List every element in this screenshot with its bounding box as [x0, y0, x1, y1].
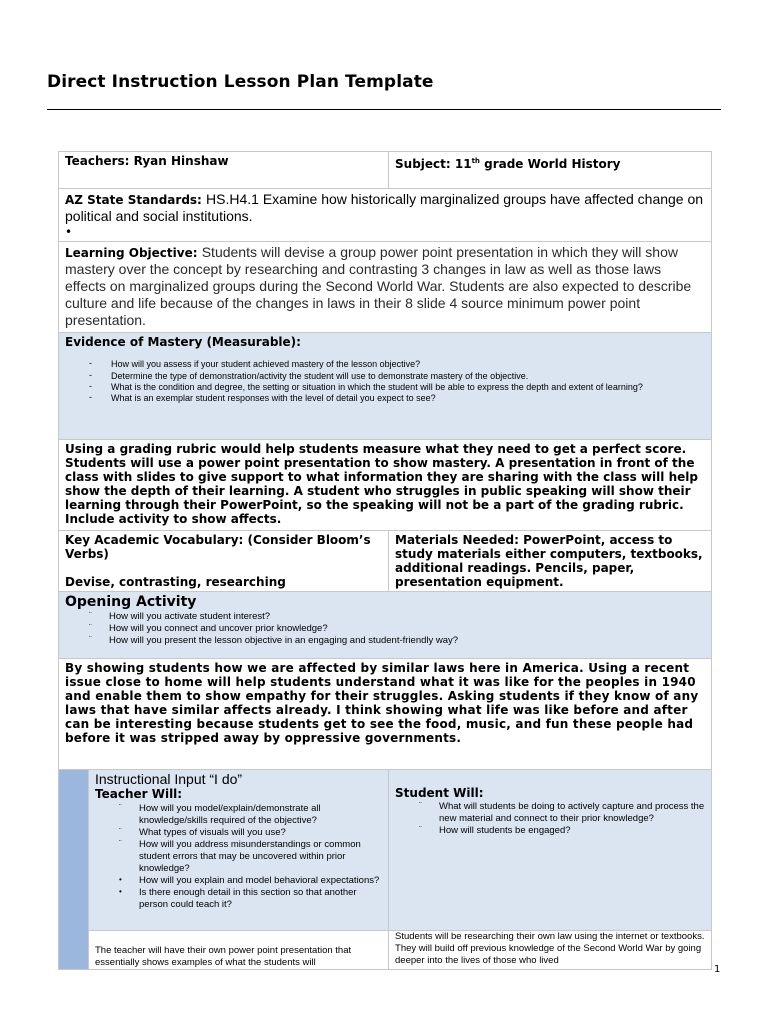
objective-row: [59, 242, 712, 333]
instructional-row: [59, 770, 712, 931]
evidence-questions: [65, 359, 705, 404]
teachers-cell: Teachers: Ryan Hinshaw: [59, 152, 389, 189]
vocabulary-words: Devise, contrasting, researching: [65, 575, 286, 589]
teacher-question: • Is there enough detail in this section so that another person could teach it?: [119, 887, 357, 910]
materials-cell: Materials Needed: PowerPoint, access to study materials either computers, textbooks, additional readings. Pencils, paper, presentation equipment.: [389, 531, 712, 592]
standards-bullet: •: [65, 225, 73, 239]
teacher-will-label: Teacher Will:: [95, 787, 183, 801]
lesson-plan-table: [58, 151, 712, 970]
evidence-question: - What is an exemplar student responses with the level of detail you expect to see?: [89, 392, 436, 403]
evidence-row: [59, 333, 712, 440]
evidence-question: - What is the condition and degree, the setting or situation in which the student will be able to express the depth and extent of learning?: [89, 381, 643, 392]
title-divider: [47, 109, 721, 110]
teacher-question: ¨ What types of visuals will you use?: [119, 827, 286, 838]
evidence-answer-row: [59, 440, 712, 531]
objective-text: Students will devise a group power point presentation in which they will show mastery over the concept by researching and contrasting 3 changes in law as well as those laws effects on marginalized groups during the Second World War. Students are also expected to describe culture and life because of the changes in laws in their 8 slide 4 source minimum power point presentation.: [65, 244, 692, 328]
student-question: ¨ What will students be doing to actively capture and process the new material and connect to their prior knowledge?: [419, 801, 705, 824]
instructional-side-bar: [59, 770, 89, 970]
evidence-cell: [59, 333, 712, 440]
objective-cell: [59, 242, 712, 333]
teacher-subject-row: [59, 152, 712, 189]
teacher-question: ¨ How will you model/explain/demonstrate all knowledge/skills required of the objective?: [119, 803, 321, 826]
opening-question: ¨ How will you connect and uncover prior knowledge?: [89, 623, 328, 634]
instructional-answer-row: [59, 931, 712, 970]
standards-cell: [59, 189, 712, 242]
opening-questions: [65, 611, 705, 647]
teacher-question: • How will you explain and model behavioral expectations?: [119, 875, 380, 886]
standards-text: HS.H4.1 Examine how historically marginalized groups have affected change on political and social institutions.: [65, 191, 704, 224]
evidence-question: - How will you assess if your student achieved mastery of the lesson objective?: [89, 358, 421, 369]
opening-heading: Opening Activity: [65, 594, 197, 610]
opening-cell: [59, 592, 712, 659]
standards-row: [59, 189, 712, 242]
opening-question: ¨ How will you activate student interest?: [89, 611, 271, 622]
vocab-materials-row: [59, 531, 712, 592]
teacher-answer-cell: [89, 931, 389, 970]
student-answer-cell: [389, 931, 712, 970]
document-title: Direct Instruction Lesson Plan Template: [47, 72, 434, 92]
vocabulary-cell: [59, 531, 389, 592]
student-question: ¨ How will students be engaged?: [419, 825, 571, 836]
student-will-label: Student Will:: [395, 786, 484, 800]
opening-answer: By showing students how we are affected by similar laws here in America. Using a recent issue close to home will help students understand what it was like for the peoples in 1940 and enable them to show empathy for their struggles. Asking students if they know of any laws that have similar affects already. I think showing what life was like before and after can be interesting because students get to see the food, music, and fun these people had before it was stripped away by oppressive governments.: [59, 659, 712, 770]
subject-cell: Subject: 11th grade World History: [389, 152, 712, 189]
vocabulary-heading: Key Academic Vocabulary: (Consider Bloom’s Verbs): [65, 533, 371, 561]
evidence-question: - Determine the type of demonstration/activity the student will use to demonstrate mastery of the objective.: [89, 370, 529, 381]
page-number: 1: [714, 964, 721, 975]
teacher-will-cell: [89, 770, 389, 931]
teacher-questions: [95, 803, 382, 911]
evidence-heading: Evidence of Mastery (Measurable):: [65, 335, 301, 349]
instructional-heading: Instructional Input “I do”: [95, 771, 243, 787]
teacher-question: ¨ How will you address misunderstandings or common student errors that may be uncovered within prior knowledge?: [119, 839, 361, 874]
teacher-answer: The teacher will have their own power point presentation that essentially shows examples of what the students will: [95, 945, 352, 968]
opening-row: [59, 592, 712, 659]
evidence-answer: Using a grading rubric would help students measure what they need to get a perfect score. Students will use a power point presentation to show mastery. A presentation in front of the class with slides to give support to what information they are sharing with the class will help show the depth of their learning. A student who struggles in public speaking will show their learning through their PowerPoint, so the speaking will not be a part of the grading rubric. Include activity to show affects.: [59, 440, 712, 531]
opening-answer-row: [59, 659, 712, 770]
standards-label: AZ State Standards:: [65, 193, 207, 207]
student-answer: Students will be researching their own law using the internet or textbooks. They will build off previous knowledge of the Second World War by going deeper into the lives of those who lived: [395, 931, 705, 966]
objective-label: Learning Objective:: [65, 246, 202, 260]
opening-question: ¨ How will you present the lesson objective in an engaging and student-friendly way?: [89, 635, 459, 646]
student-questions: [395, 801, 705, 837]
student-will-cell: [389, 770, 712, 931]
